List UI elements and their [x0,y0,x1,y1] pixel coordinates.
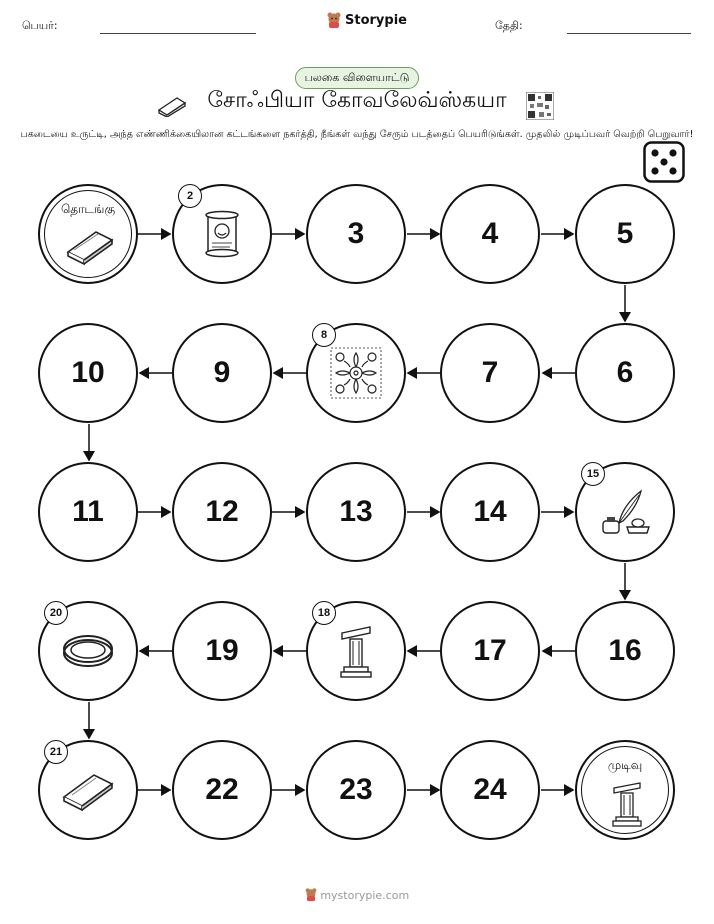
board-cell-11[interactable] [38,462,138,562]
board-cell-9[interactable] [172,323,272,423]
board-cell-12[interactable] [172,462,272,562]
scroll-icon [200,209,244,259]
board-cell-17[interactable] [440,601,540,701]
cell-number-badge: 20 [44,601,68,625]
board-cell-6[interactable] [575,323,675,423]
cell-number-badge: 15 [581,462,605,486]
cell-number-badge: 8 [312,323,336,347]
board-cell-15[interactable] [575,462,675,562]
instructions: பகடையை உருட்டி, அந்த எண்ணிக்கையிலான கட்டங்களை நகர்த்தி, நீங்கள் வந்து சேரும் படத்தைப் பெயரிடுங்கள். முதலில் முடிப்பவர் வெற்றி பெறுவார்! [20,129,694,140]
board-cell-10[interactable] [38,323,138,423]
board-cell-23[interactable] [306,740,406,840]
board-cell-18[interactable] [306,601,406,701]
cell-number: 7 [481,356,499,389]
end-label: முடிவு [607,758,643,772]
cell-number: 24 [473,773,507,806]
board-cell-21[interactable] [38,740,138,840]
board-cell-end[interactable] [575,740,675,840]
board-cell-24[interactable] [440,740,540,840]
board-cell-22[interactable] [172,740,272,840]
board-cell-2[interactable] [172,184,272,284]
ring-icon [60,631,116,671]
board-cell-3[interactable] [306,184,406,284]
cell-number: 13 [339,495,373,528]
cell-number: 10 [71,356,105,389]
cell-number: 9 [213,356,231,389]
name-label: பெயர்: [22,19,58,32]
cell-number: 12 [205,495,239,528]
floral-pattern-icon [328,345,384,401]
board-cell-13[interactable] [306,462,406,562]
book-icon [64,226,116,266]
cell-number: 14 [473,495,507,528]
board-cell-7[interactable] [440,323,540,423]
board-cell-20[interactable] [38,601,138,701]
brand-name: Storypie [345,12,407,28]
cell-number: 4 [481,217,499,250]
page-title: சோஃபியா கோவலேவ்ஸ்கயா [207,88,507,113]
quill-inkwell-icon [597,487,653,537]
book-icon [60,769,116,811]
board-cell-4[interactable] [440,184,540,284]
footer [0,888,714,902]
cell-number: 3 [347,217,365,250]
cell-number-badge: 21 [44,740,68,764]
bear-icon [305,888,317,901]
board-cell-14[interactable] [440,462,540,562]
board-cell-8[interactable] [306,323,406,423]
game-type-badge: பலகை விளையாட்டு [295,67,419,89]
board-cell-19[interactable] [172,601,272,701]
board-cell-5[interactable] [575,184,675,284]
cell-number: 6 [616,356,634,389]
cell-number: 16 [608,634,642,667]
lectern-icon [338,623,374,679]
cell-number: 5 [616,217,634,250]
board-cell-start[interactable] [38,184,138,284]
cell-number-badge: 2 [178,184,202,208]
cell-number: 11 [72,495,104,528]
lectern-icon [610,780,644,828]
cell-number: 22 [205,773,239,806]
cell-number-badge: 18 [312,601,336,625]
start-label: தொடங்கு [60,202,116,216]
cell-number: 23 [339,773,373,806]
date-label: தேதி: [495,19,523,32]
cell-number: 19 [205,634,239,667]
footer-url[interactable]: mystorypie.com [320,889,410,902]
cell-number: 17 [473,634,507,667]
board-cell-16[interactable] [575,601,675,701]
